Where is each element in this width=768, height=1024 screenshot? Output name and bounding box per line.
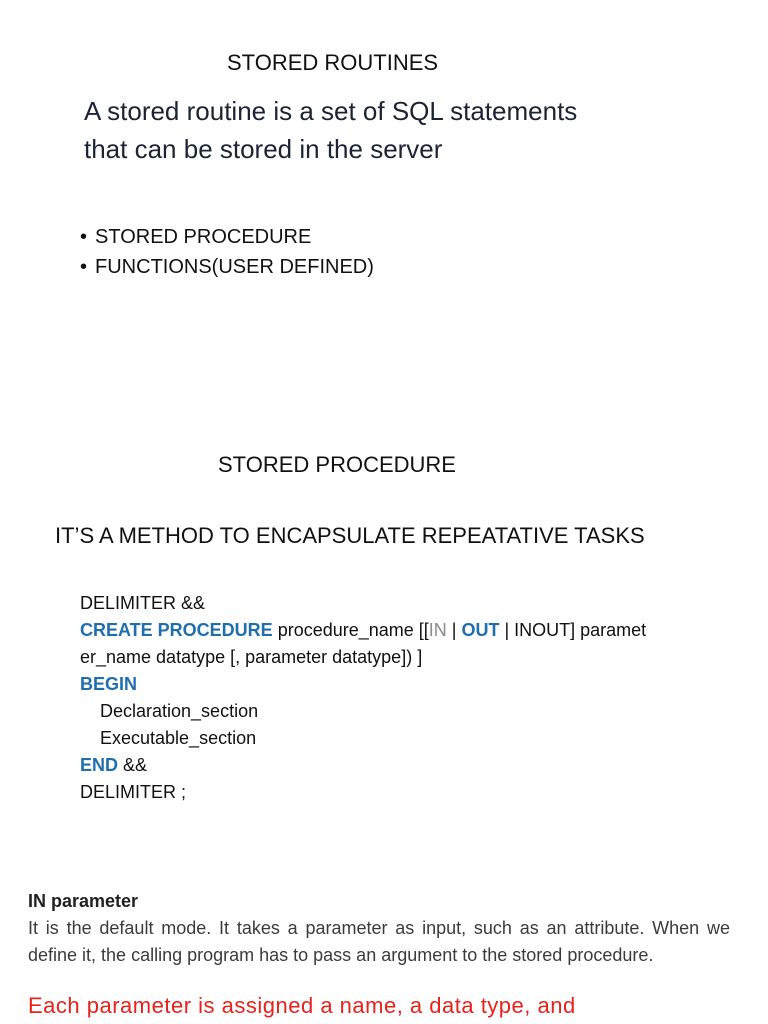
code-line-executable: Executable_section [100,728,257,748]
in-parameter-description: It is the default mode. It takes a parameter as input, such as an attribute. When we define it, the calling program has to pass an argument to the stored procedure. [28,918,730,965]
parameter-note: Each parameter is assigned a name, a data type, and [28,993,576,1018]
keyword-create-procedure: CREATE PROCEDURE [80,620,273,640]
syntax-block [80,590,646,806]
code-line-end [80,752,646,779]
lead-definition [84,92,577,168]
code-line-delimiter: DELIMITER && [80,593,206,613]
section-title-stored-procedure: STORED PROCEDURE [218,452,456,477]
lead-line-1: A stored routine is a set of SQL statements [84,96,578,126]
in-parameter-heading: IN parameter [28,891,139,911]
code-text: && [118,755,148,775]
list-item: • STORED PROCEDURE [80,222,374,252]
code-line-create [80,617,646,644]
code-line-params: er_name datatype [, parameter datatype]) ] [80,647,423,667]
code-text: | [446,620,462,640]
keyword-in: IN [428,620,447,640]
keyword-end: END [80,755,119,775]
in-parameter-section [28,888,730,969]
keyword-out: OUT [461,620,500,640]
section-subtitle: IT’S A METHOD TO ENCAPSULATE REPEATATIVE TASKS [55,523,645,548]
keyword-begin: BEGIN [80,674,138,694]
code-line-delimiter-reset: DELIMITER ; [80,782,187,802]
list-item: • FUNCTIONS(USER DEFINED) [80,252,374,282]
routine-types-list [80,222,374,282]
section-title-stored-routines: STORED ROUTINES [227,50,439,75]
code-line-declaration: Declaration_section [100,701,259,721]
code-text: procedure_name [[ [272,620,429,640]
lead-line-2: that can be stored in the server [84,134,443,164]
code-text: | INOUT] paramet [499,620,647,640]
